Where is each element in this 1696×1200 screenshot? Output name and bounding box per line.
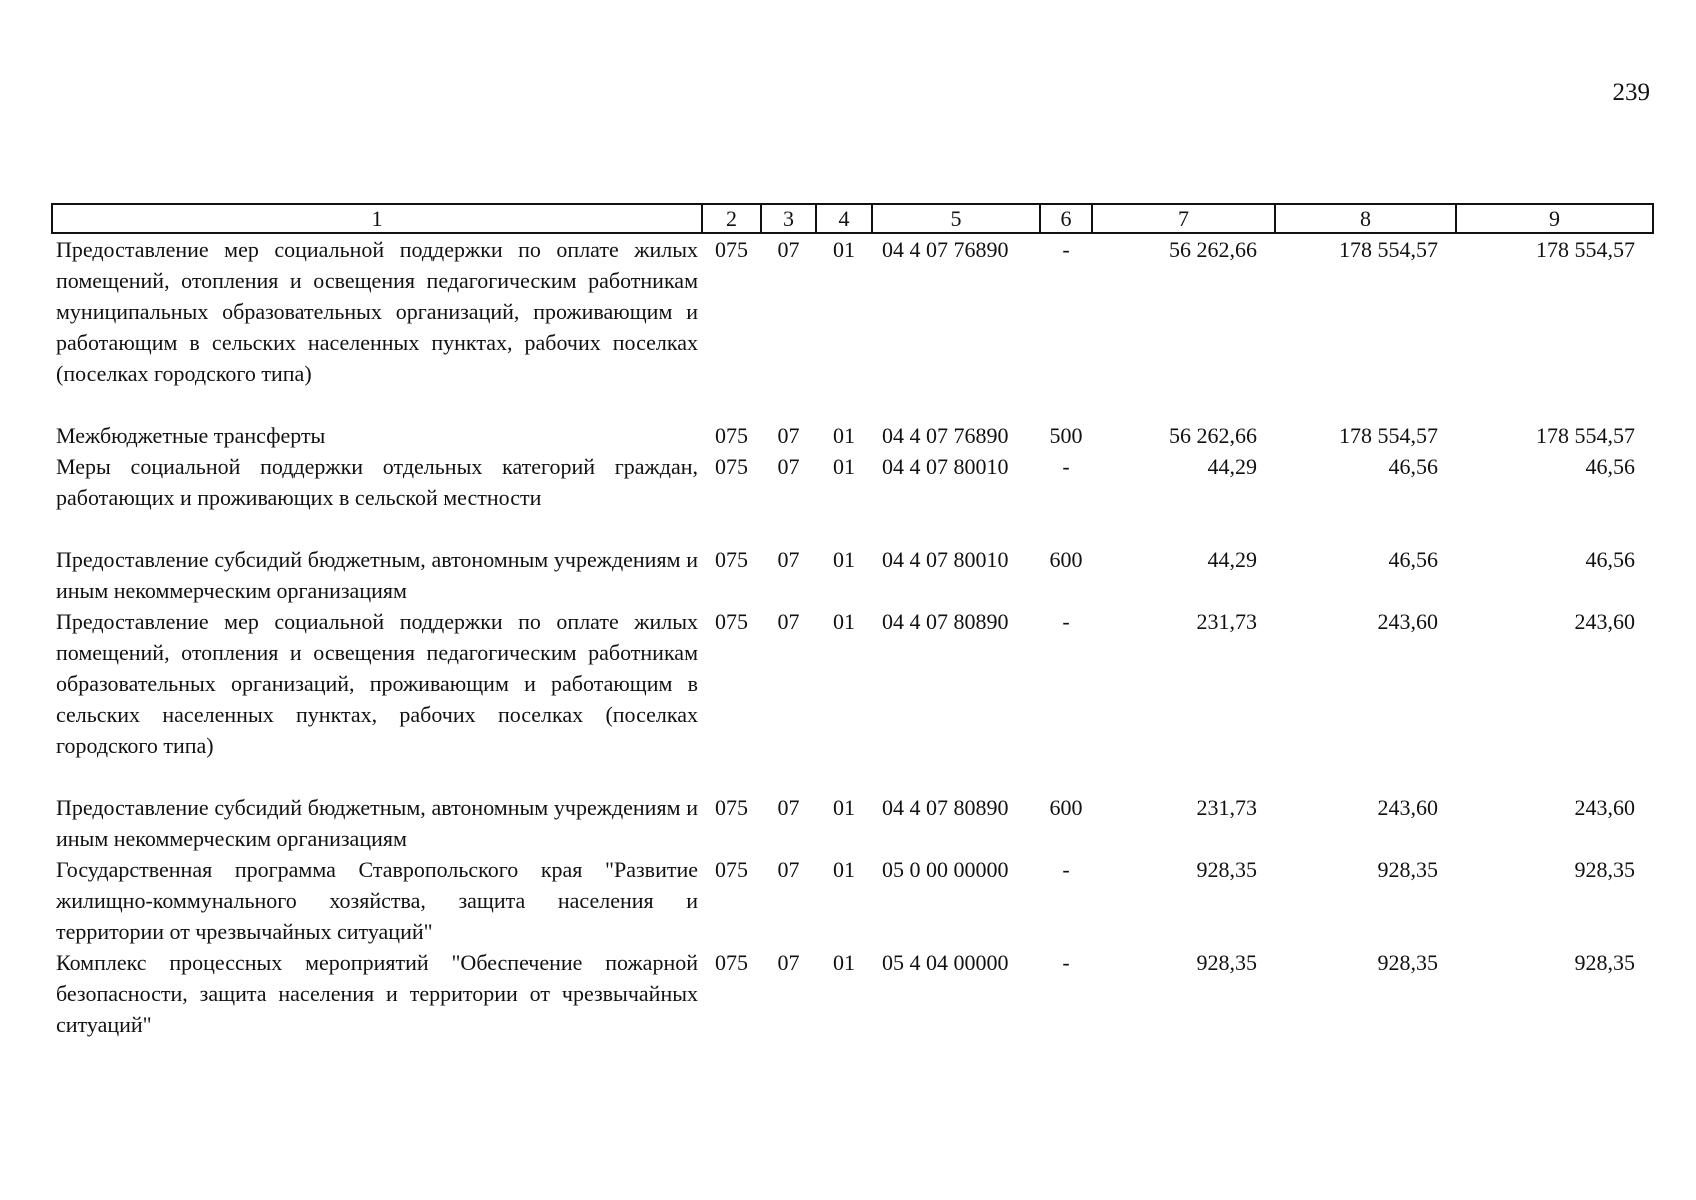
- row-target-article: 04 4 07 76890: [882, 423, 1009, 448]
- row-section: 07: [777, 547, 800, 572]
- row-section: 07: [777, 237, 800, 262]
- row-name: Государственная программа Ставропольского края "Развитие жилищно-коммунального хозяйства, защита населения и территории от чрезвычайных ситуаций": [56, 857, 698, 944]
- table-row: [52, 606, 1653, 792]
- row-admin-code: 075: [715, 423, 748, 448]
- row-amount-col9: 46,56: [1585, 547, 1635, 572]
- row-amount-col8: 46,56: [1388, 547, 1438, 572]
- row-name: Предоставление мер социальной поддержки по оплате жилых помещений, отопления и освещения педагогическим работникам муниципальных образовательных организаций, проживающим и работающим в сельских населенных пунктах, рабочих поселках (поселках городского типа): [56, 237, 698, 386]
- row-expense-type: 500: [1049, 423, 1083, 448]
- row-amount-col8: 928,35: [1377, 950, 1438, 975]
- header-cell-6: 6: [1040, 204, 1092, 233]
- header-cell-2: 2: [702, 204, 761, 233]
- row-admin-code: 075: [715, 857, 748, 882]
- row-amount-col7: 44,29: [1207, 547, 1257, 572]
- table-row: [52, 854, 1653, 947]
- header-cell-7: 7: [1092, 204, 1275, 233]
- row-name: Предоставление субсидий бюджетным, автономным учреждениям и иным некоммерческим организациям: [56, 547, 698, 603]
- row-expense-type: 600: [1049, 547, 1083, 572]
- row-amount-col9: 928,35: [1574, 950, 1635, 975]
- header-cell-3: 3: [761, 204, 816, 233]
- row-subsection: 01: [833, 454, 855, 479]
- row-subsection: 01: [833, 950, 855, 975]
- row-name: Межбюджетные трансферты: [56, 423, 326, 448]
- row-amount-col8: 46,56: [1388, 454, 1438, 479]
- row-section: 07: [777, 454, 800, 479]
- row-admin-code: 075: [715, 237, 748, 262]
- row-target-article: 05 0 00 00000: [882, 857, 1009, 882]
- row-expense-type: 600: [1049, 795, 1083, 820]
- row-name: Меры социальной поддержки отдельных категорий граждан, работающих и проживающих в сельской местности: [56, 454, 698, 510]
- row-amount-col8: 178 554,57: [1339, 237, 1438, 262]
- row-expense-type: -: [1062, 609, 1070, 634]
- row-section: 07: [777, 609, 800, 634]
- row-amount-col9: 178 554,57: [1536, 237, 1635, 262]
- row-expense-type: -: [1062, 950, 1070, 975]
- table-row: [52, 451, 1653, 544]
- row-subsection: 01: [833, 857, 855, 882]
- budget-table: [51, 203, 1654, 1040]
- row-amount-col7: 231,73: [1196, 609, 1257, 634]
- row-amount-col9: 243,60: [1574, 795, 1635, 820]
- row-expense-type: -: [1062, 857, 1070, 882]
- row-name: Предоставление субсидий бюджетным, автономным учреждениям и иным некоммерческим организациям: [56, 795, 698, 851]
- row-amount-col8: 928,35: [1377, 857, 1438, 882]
- table-row: [52, 233, 1653, 420]
- row-admin-code: 075: [715, 609, 748, 634]
- row-section: 07: [777, 857, 800, 882]
- row-amount-col9: 178 554,57: [1536, 423, 1635, 448]
- row-subsection: 01: [833, 795, 855, 820]
- row-subsection: 01: [833, 609, 855, 634]
- row-amount-col8: 243,60: [1377, 795, 1438, 820]
- row-target-article: 04 4 07 80890: [882, 609, 1009, 634]
- row-target-article: 04 4 07 76890: [882, 237, 1009, 262]
- row-target-article: 04 4 07 80890: [882, 795, 1009, 820]
- header-row: [52, 204, 1653, 233]
- row-target-article: 04 4 07 80010: [882, 454, 1009, 479]
- row-admin-code: 075: [715, 950, 748, 975]
- row-expense-type: -: [1062, 454, 1070, 479]
- row-amount-col9: 928,35: [1574, 857, 1635, 882]
- row-amount-col7: 928,35: [1196, 950, 1257, 975]
- row-admin-code: 075: [715, 547, 748, 572]
- table-row: [52, 792, 1653, 854]
- row-amount-col8: 178 554,57: [1339, 423, 1438, 448]
- table-row: [52, 947, 1653, 1040]
- header-cell-4: 4: [816, 204, 872, 233]
- header-cell-9: 9: [1456, 204, 1653, 233]
- row-amount-col7: 56 262,66: [1169, 423, 1257, 448]
- row-subsection: 01: [833, 237, 855, 262]
- row-amount-col7: 56 262,66: [1169, 237, 1257, 262]
- row-subsection: 01: [833, 423, 855, 448]
- row-subsection: 01: [833, 547, 855, 572]
- table-body: [52, 233, 1653, 1040]
- row-target-article: 05 4 04 00000: [882, 950, 1009, 975]
- row-target-article: 04 4 07 80010: [882, 547, 1009, 572]
- row-amount-col7: 231,73: [1196, 795, 1257, 820]
- header-cell-8: 8: [1275, 204, 1456, 233]
- page-number: 239: [1612, 79, 1650, 106]
- header-cell-5: 5: [872, 204, 1040, 233]
- table-row: [52, 420, 1653, 451]
- row-admin-code: 075: [715, 454, 748, 479]
- row-name: Предоставление мер социальной поддержки по оплате жилых помещений, отопления и освещения педагогическим работникам образовательных организаций, проживающим и работающим в сельских населенных пунктах, рабочих поселках (поселках городского типа): [56, 609, 698, 758]
- row-amount-col9: 243,60: [1574, 609, 1635, 634]
- row-amount-col9: 46,56: [1585, 454, 1635, 479]
- row-admin-code: 075: [715, 795, 748, 820]
- row-expense-type: -: [1062, 237, 1070, 262]
- row-section: 07: [777, 950, 800, 975]
- row-section: 07: [777, 795, 800, 820]
- row-amount-col7: 44,29: [1207, 454, 1257, 479]
- table-row: [52, 544, 1653, 606]
- row-name: Комплекс процессных мероприятий "Обеспечение пожарной безопасности, защита населения и территории от чрезвычайных ситуаций": [56, 950, 698, 1037]
- table-header: [52, 204, 1653, 233]
- row-amount-col8: 243,60: [1377, 609, 1438, 634]
- row-section: 07: [777, 423, 800, 448]
- row-amount-col7: 928,35: [1196, 857, 1257, 882]
- header-cell-1: 1: [52, 204, 702, 233]
